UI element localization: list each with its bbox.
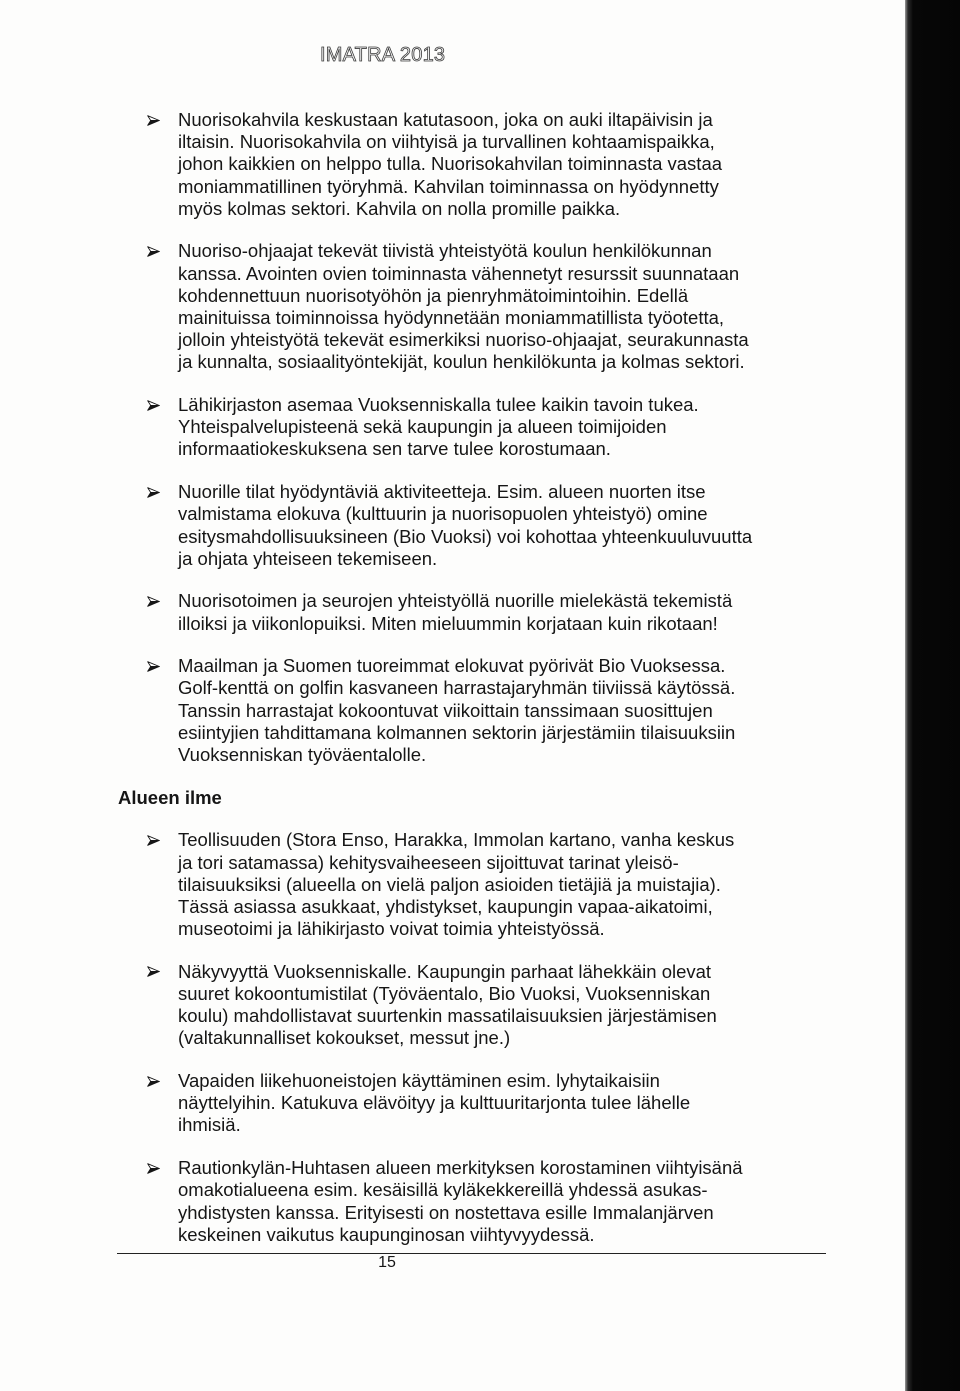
arrowhead-right-icon bbox=[147, 115, 160, 126]
bullet-text-line: Lähikirjaston asemaa Vuoksenniskalla tulee kaikin tavoin tukea. bbox=[178, 394, 699, 416]
bullet-text-line: koulu) mahdollistavat suurtenkin massatilaisuuksien järjestämisen bbox=[178, 1005, 717, 1027]
bullet-text-line: mainituissa toiminnoissa hyödynnetään moniammatillista työotetta, bbox=[178, 307, 725, 328]
bullet-text-line: ja ohjata yhteiseen tekemiseen. bbox=[178, 547, 438, 569]
page-header-title: IMATRA 2013 bbox=[320, 44, 446, 66]
bullet-text-line: johon kaikkien on helppo tulla. Nuorisokahvilan toiminnasta vastaa bbox=[178, 153, 723, 175]
bullet-item bbox=[178, 1070, 818, 1137]
bullet-text-line: yhdistysten kanssa. Erityisesti on nostettava esille Immalanjärven bbox=[178, 1201, 714, 1223]
bullet-item bbox=[178, 1157, 818, 1246]
bullet-text-line: (valtakunnalliset kokoukset, messut jne.) bbox=[178, 1027, 511, 1049]
bullet-text-line: Tässä asiassa asukkaat, yhdistykset, kaupungin vapaa-aikatoimi, bbox=[178, 895, 713, 917]
bullet-text-line: Nuorisokahvila keskustaan katutasoon, joka on auki iltapäivisin ja bbox=[178, 109, 713, 130]
bullet-text-line: ja kunnalta, sosiaalityöntekijät, koulun henkilökunta ja kolmas sektori. bbox=[178, 351, 745, 373]
page-number: 15 bbox=[378, 1254, 396, 1271]
document-body bbox=[118, 109, 818, 1266]
arrowhead-right-icon bbox=[147, 661, 160, 672]
bullet-text-line: informaatiokeskuksena sen tarve tulee korostumaan. bbox=[178, 438, 611, 460]
arrowhead-right-icon bbox=[147, 966, 160, 977]
bullet-text-line: suuret kokoontumistilat (Työväentalo, Bio Vuoksi, Vuoksenniskan bbox=[178, 983, 711, 1004]
scan-edge-border bbox=[905, 0, 960, 1391]
arrowhead-right-icon bbox=[147, 1076, 160, 1087]
bullet-text-line: Golf-kenttä on golfin kasvaneen harrastajaryhmän tiiviissä käytössä. bbox=[178, 677, 736, 699]
bullet-text-line: myös kolmas sektori. Kahvila on nolla promille paikka. bbox=[178, 197, 621, 219]
bullet-text-line: Teollisuuden (Stora Enso, Harakka, Immolan kartano, vanha keskus bbox=[178, 829, 735, 851]
footer-divider bbox=[117, 1253, 826, 1254]
bullet-text-line: Nuorille tilat hyödyntäviä aktiviteetteja. Esim. alueen nuorten itse bbox=[178, 481, 706, 503]
bullet-text-line: museotoimi ja lähikirjasto voivat toimia yhteistyössä. bbox=[178, 918, 605, 940]
bullet-item bbox=[178, 240, 818, 373]
bullet-text-line: kanssa. Avointen ovien toiminnasta vähennetyt resurssit suunnataan bbox=[178, 262, 740, 284]
bullet-text-line: Yhteispalvelupisteenä sekä kaupungin ja alueen toimijoiden bbox=[178, 416, 667, 438]
arrowhead-right-icon bbox=[147, 400, 160, 411]
bullet-text-line: omakotialueena esim. kesäisillä kyläkekkereillä yhdessä asukas- bbox=[178, 1179, 708, 1201]
bullet-text-line: ihmisiä. bbox=[178, 1114, 241, 1136]
arrowhead-right-icon bbox=[147, 835, 160, 846]
bullet-text-line: Nuorisotoimen ja seurojen yhteistyöllä nuorille mielekästä tekemistä bbox=[178, 590, 733, 612]
section-heading bbox=[118, 787, 818, 809]
bullet-text-line: Näkyvyyttä Vuoksenniskalle. Kaupungin parhaat lähekkäin olevat bbox=[178, 960, 712, 982]
bullet-text-line: illoiksi ja viikonlopuiksi. Miten mieluummin korjataan kuin rikotaan! bbox=[178, 612, 718, 634]
arrowhead-right-icon bbox=[147, 487, 160, 498]
bullet-text-line: esiintyjien tahdittamana kolmannen sektorin järjestämiin tilaisuuksiin bbox=[178, 721, 736, 743]
bullet-item bbox=[178, 961, 818, 1050]
bullet-text-line: moniammatillinen työryhmä. Kahvilan toiminnassa on hyödynnetty bbox=[178, 175, 719, 197]
bullet-item bbox=[178, 829, 818, 940]
bullet-text-line: Tanssin harrastajat kokoontuvat viikoittain tanssimaan suosittujen bbox=[178, 699, 713, 721]
bullet-item bbox=[178, 109, 818, 220]
bullet-text-line: keskeinen vaikutus kaupunginosan viihtyvyydessä. bbox=[178, 1223, 595, 1245]
bullet-text-line: Maailman ja Suomen tuoreimmat elokuvat pyörivät Bio Vuoksessa. bbox=[178, 655, 726, 677]
arrowhead-right-icon bbox=[147, 596, 160, 607]
bullet-text-line: Nuoriso-ohjaajat tekevät tiivistä yhteistyötä koulun henkilökunnan bbox=[178, 240, 712, 262]
bullet-text-line: Vuoksenniskan työväentalolle. bbox=[178, 744, 427, 765]
arrowhead-right-icon bbox=[147, 246, 160, 257]
bullet-text-line: Vapaiden liikehuoneistojen käyttäminen esim. lyhytaikaisiin bbox=[178, 1070, 660, 1092]
section-heading-text: Alueen ilme bbox=[118, 786, 222, 808]
bullet-item bbox=[178, 481, 818, 570]
bullet-text-line: iltaisin. Nuorisokahvila on viihtyisä ja turvallinen kohtaamispaikka, bbox=[178, 131, 715, 153]
bullet-text-line: valmistama elokuva (kulttuurin ja nuorisopuolen yhteistyö) omine bbox=[178, 503, 708, 525]
bullet-text-line: ja tori satamassa) kehitysvaiheeseen sijoittuvat tarinat yleisö- bbox=[178, 851, 679, 873]
bullet-item bbox=[178, 590, 818, 634]
bullet-item bbox=[178, 655, 818, 766]
bullet-text-line: näyttelyihin. Katukuva elävöityy ja kulttuuritarjonta tulee lähelle bbox=[178, 1092, 691, 1114]
arrowhead-right-icon bbox=[147, 1163, 160, 1174]
bullet-item bbox=[178, 394, 818, 461]
bullet-text-line: esitysmahdollisuuksineen (Bio Vuoksi) voi kohottaa yhteenkuuluvuutta bbox=[178, 525, 753, 547]
bullet-text-line: jolloin yhteistyötä tekevät esimerkiksi nuoriso-ohjaajat, seurakunnasta bbox=[178, 329, 749, 351]
bullet-text-line: kohdennettuun nuorisotyöhön ja pienryhmätoimintoihin. Edellä bbox=[178, 284, 689, 306]
bullet-text-line: tilaisuuksiksi (alueella on vielä paljon asioiden tietäjiä ja muistajia). bbox=[178, 873, 721, 895]
bullet-text-line: Rautionkylän-Huhtasen alueen merkityksen korostaminen viihtyisänä bbox=[178, 1157, 743, 1179]
